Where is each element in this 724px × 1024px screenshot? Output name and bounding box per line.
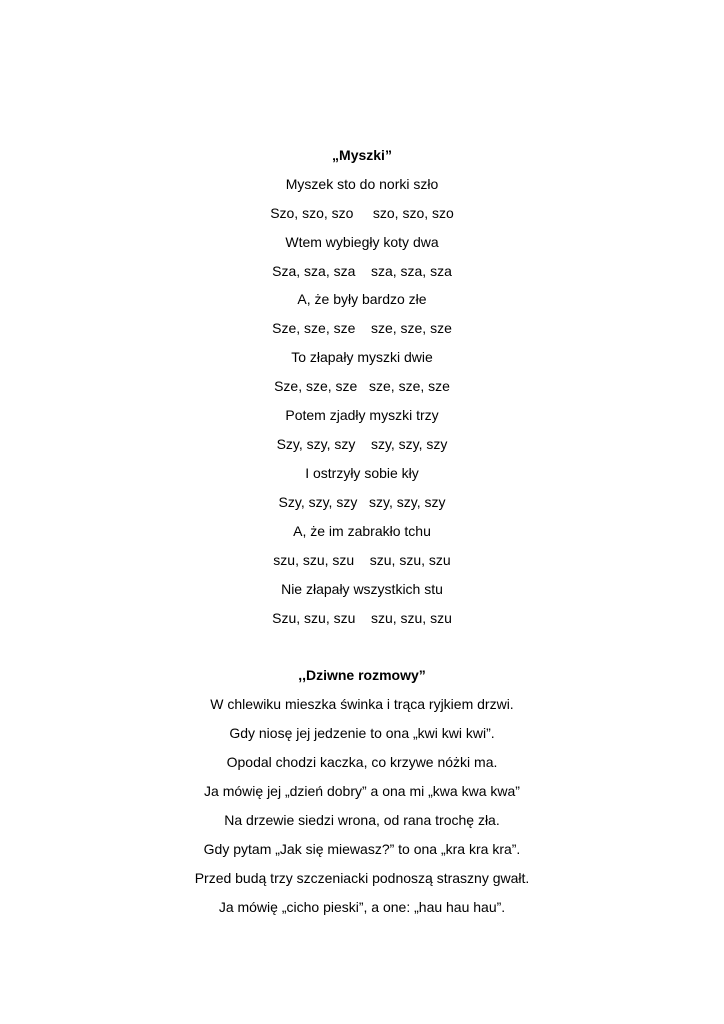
poem-line: Nie złapały wszystkich stu (281, 581, 443, 597)
poem-line: Potem zjadły myszki trzy (285, 407, 439, 423)
poem-line: Opodal chodzi kaczka, co krzywe nóżki ma. (226, 754, 498, 770)
poem-title: „Myszki” (332, 147, 392, 163)
poem-title: ,,Dziwne rozmowy” (298, 667, 426, 683)
poem-line: Myszek sto do norki szło (285, 176, 439, 192)
poem-line: Szy, szy, szy szy, szy, szy (276, 436, 448, 452)
poem-line: szu, szu, szu szu, szu, szu (273, 552, 451, 568)
poem-line: Na drzewie siedzi wrona, od rana trochę zła. (224, 812, 500, 828)
poem-line: Szu, szu, szu szu, szu, szu (272, 610, 452, 626)
poem-line: Sza, sza, sza sza, sza, sza (272, 263, 452, 279)
poem-line: Gdy niosę jej jedzenie to ona „kwi kwi kwi”. (229, 725, 495, 741)
poem-line: A, że były bardzo złe (297, 291, 427, 307)
poem-line: Szy, szy, szy szy, szy, szy (278, 494, 446, 510)
poem-line: Wtem wybiegły koty dwa (285, 234, 439, 250)
poem-line: A, że im zabrakło tchu (293, 523, 431, 539)
poem-line: I ostrzyły sobie kły (305, 465, 419, 481)
poem-line: W chlewiku mieszka świnka i trąca ryjkiem drzwi. (210, 696, 514, 712)
poem-line: Ja mówię „cicho pieski”, a one: „hau hau hau”. (218, 899, 506, 915)
poem-line: Gdy pytam „Jak się miewasz?” to ona „kra kra kra”. (203, 841, 521, 857)
poem-line: Szo, szo, szo szo, szo, szo (270, 205, 454, 221)
poem-line: Przed budą trzy szczeniacki podnoszą straszny gwałt. (194, 870, 530, 886)
poem-line: Ja mówię jej „dzień dobry” a ona mi „kwa kwa kwa” (204, 783, 520, 799)
poem-line: Sze, sze, sze sze, sze, sze (274, 378, 450, 394)
poem-line: Sze, sze, sze sze, sze, sze (272, 320, 452, 336)
poem-line: To złapały myszki dwie (291, 349, 433, 365)
